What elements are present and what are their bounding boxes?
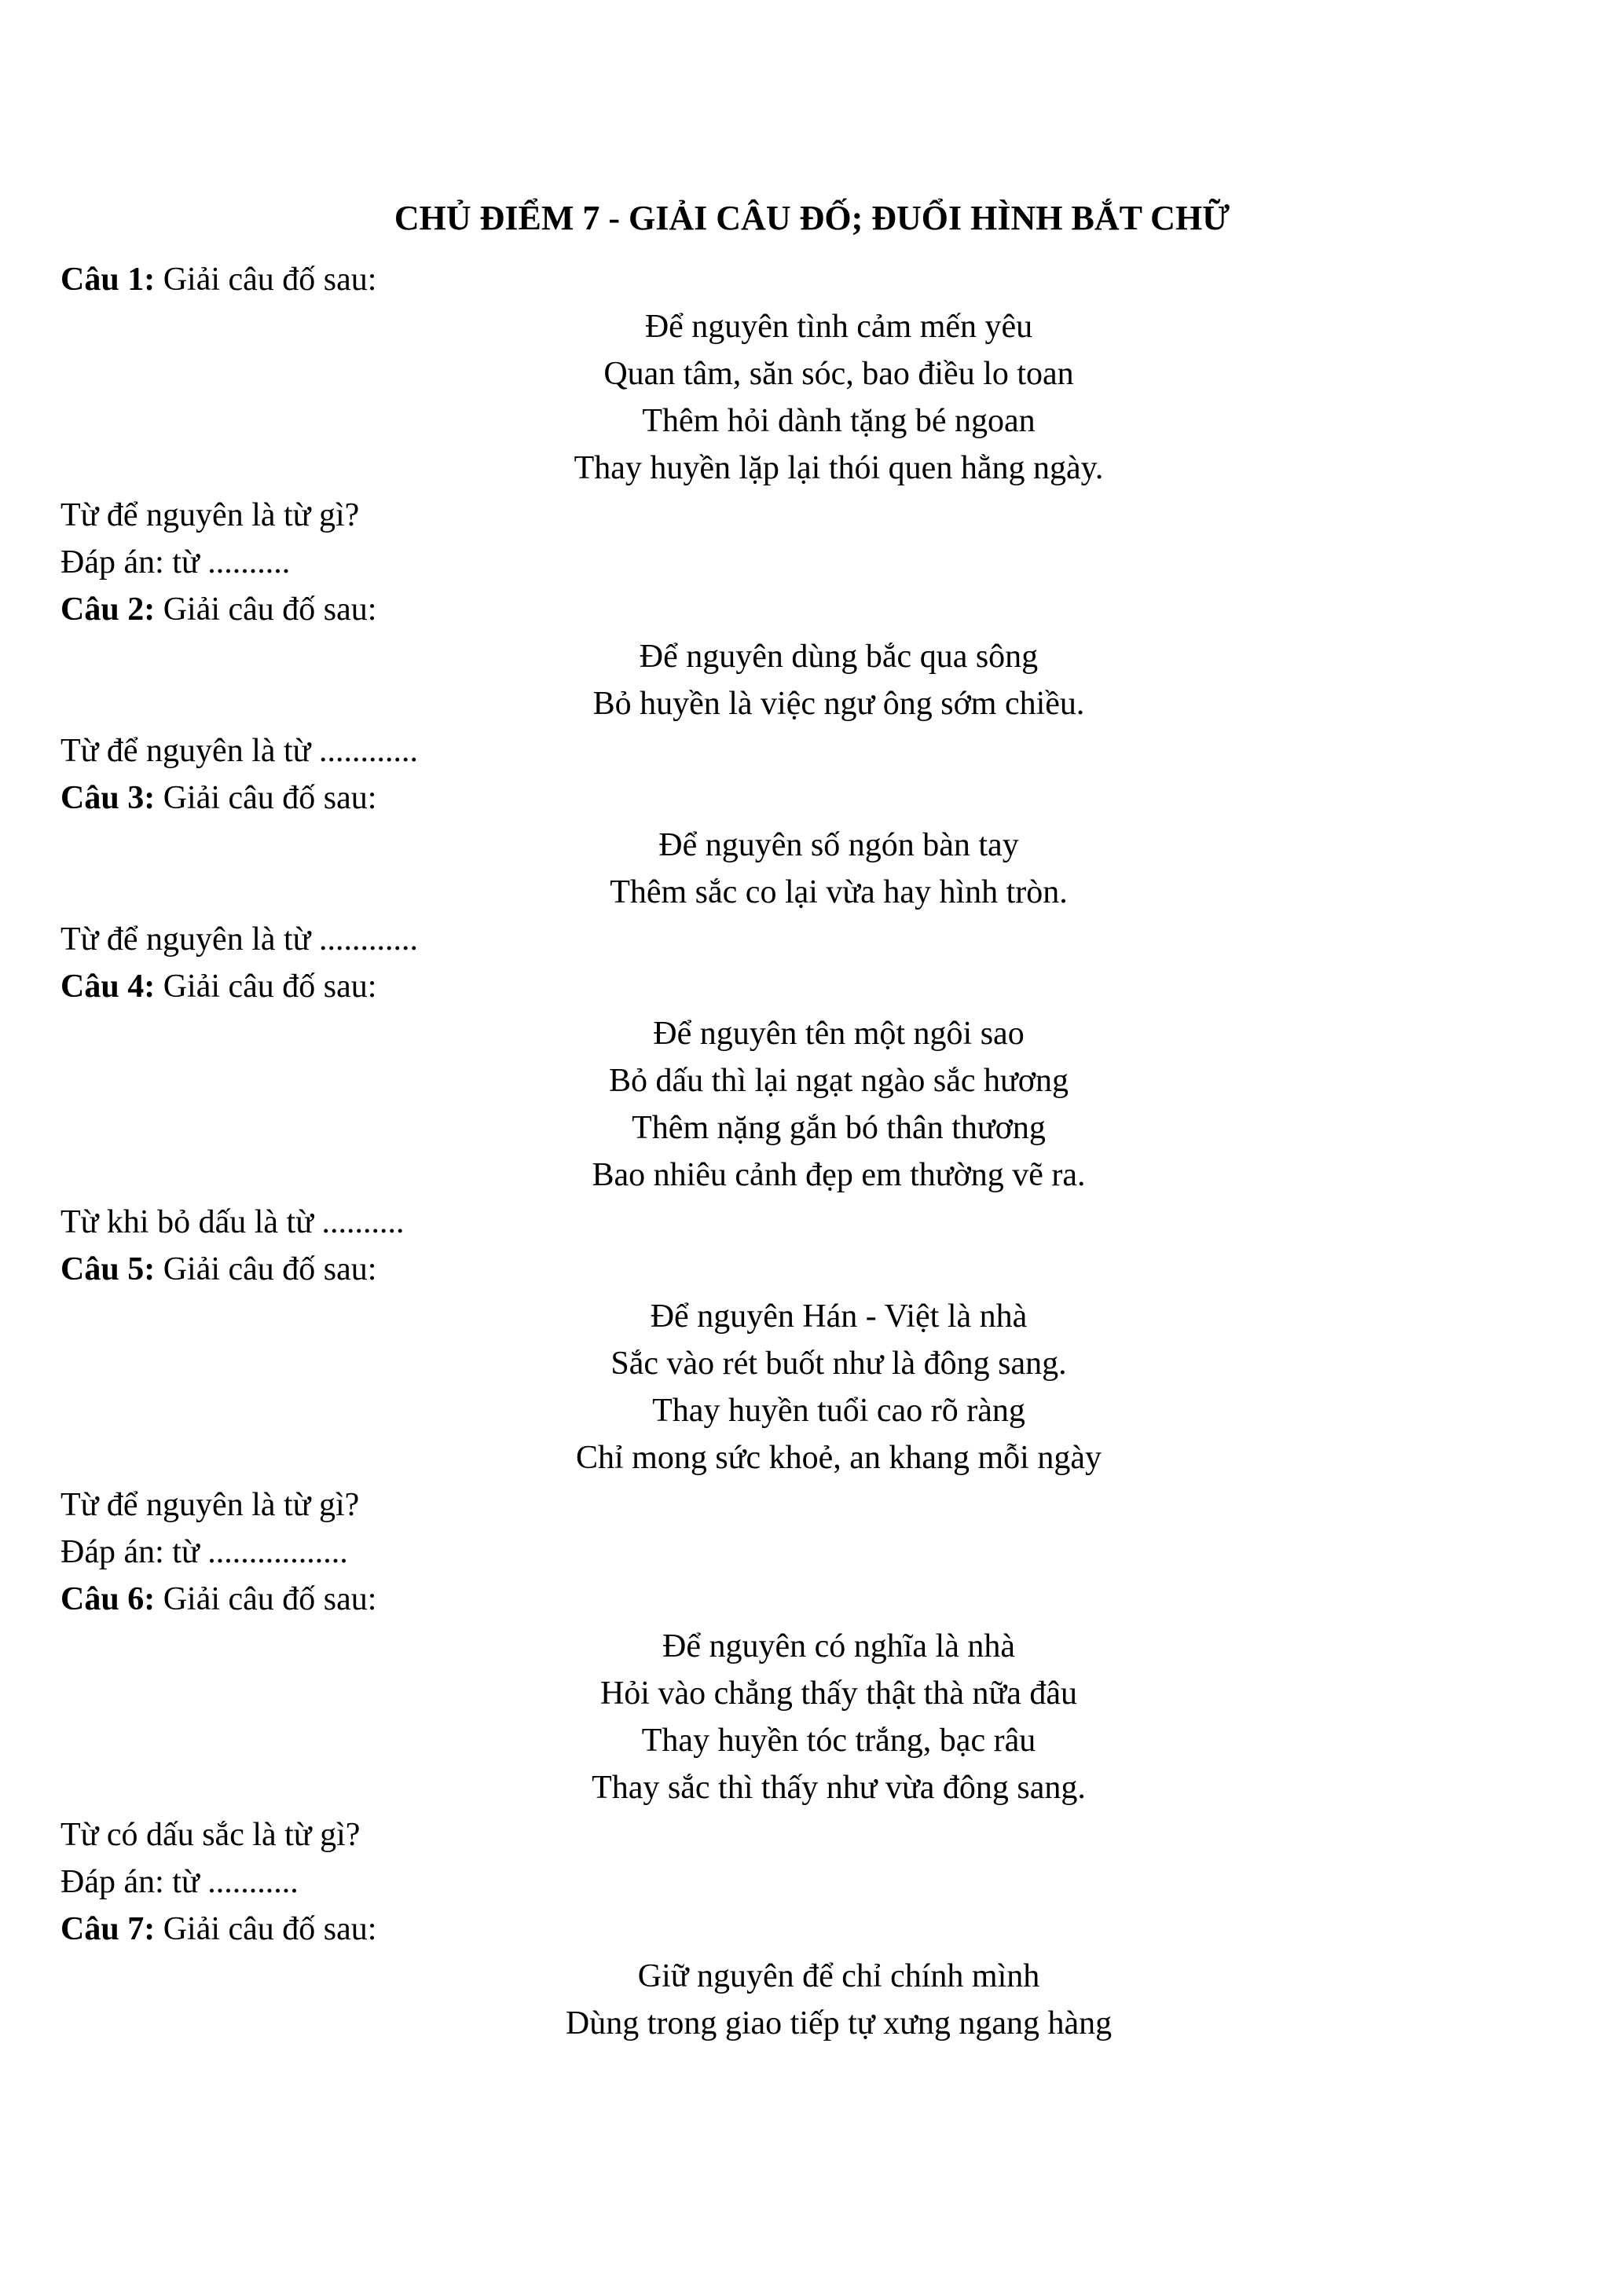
question-header: [60, 1246, 1569, 1293]
question-prompt: Giải câu đố sau:: [163, 1251, 377, 1287]
question-1: [60, 256, 1569, 586]
question-header: [60, 774, 1569, 822]
question-ask: Từ để nguyên là từ gì?: [60, 1487, 360, 1523]
question-label: Câu 6:: [60, 1581, 156, 1617]
question-3: [60, 774, 1569, 963]
question-7: [60, 1906, 1569, 2047]
verse-line: Để nguyên dùng bắc qua sông: [639, 639, 1039, 675]
question-header: [60, 586, 1569, 633]
verse-line: Dùng trong giao tiếp tự xưng ngang hàng: [565, 2005, 1113, 2041]
verse-line: Bỏ dấu thì lại ngạt ngào sắc hương: [608, 1063, 1069, 1099]
question-header: [60, 963, 1569, 1010]
question-prompt: Giải câu đố sau:: [163, 591, 377, 628]
verse-line: Thay sắc thì thấy như vừa đông sang.: [592, 1770, 1086, 1806]
question-ask: Từ khi bỏ dấu là từ ..........: [60, 1204, 405, 1240]
question-label: Câu 2:: [60, 591, 156, 628]
question-label: Câu 5:: [60, 1251, 156, 1287]
question-ask: Từ để nguyên là từ gì?: [60, 497, 360, 533]
verse-line: Giữ nguyên để chỉ chính mình: [637, 1958, 1040, 1994]
verse-line: Thay huyền tóc trắng, bạc râu: [641, 1723, 1036, 1759]
question-4: [60, 963, 1569, 1246]
question-header: [60, 1906, 1569, 1953]
verse-line: Thêm nặng gắn bó thân thương: [632, 1110, 1046, 1146]
answer-blank: Đáp án: từ ...........: [60, 1864, 299, 1900]
verse-line: Để nguyên có nghĩa là nhà: [662, 1628, 1016, 1664]
question-label: Câu 1:: [60, 262, 156, 298]
question-2: [60, 586, 1569, 774]
question-label: Câu 4:: [60, 969, 156, 1005]
verse-line: Bao nhiêu cảnh đẹp em thường vẽ ra.: [592, 1157, 1086, 1193]
riddle-list: [60, 256, 1569, 2047]
question-label: Câu 3:: [60, 780, 156, 816]
question-ask: Từ có dấu sắc là từ gì?: [60, 1817, 361, 1853]
verse-line: Chỉ mong sức khoẻ, an khang mỗi ngày: [575, 1440, 1102, 1476]
verse-line: Để nguyên tình cảm mến yêu: [644, 309, 1033, 345]
question-header: [60, 1576, 1569, 1623]
question-ask: Từ để nguyên là từ ............: [60, 921, 418, 958]
question-label: Câu 7:: [60, 1911, 156, 1947]
verse-line: Bỏ huyền là việc ngư ông sớm chiều.: [592, 686, 1085, 722]
question-prompt: Giải câu đố sau:: [163, 1911, 377, 1947]
verse-line: Sắc vào rét buốt như là đông sang.: [610, 1346, 1067, 1382]
question-prompt: Giải câu đố sau:: [163, 969, 377, 1005]
verse-line: Thay huyền tuổi cao rõ ràng: [652, 1393, 1025, 1429]
answer-blank: Đáp án: từ ..........: [60, 544, 291, 580]
verse-line: Để nguyên số ngón bàn tay: [658, 827, 1019, 863]
verse-line: Thay huyền lặp lại thói quen hằng ngày.: [574, 450, 1104, 486]
verse-line: Thêm hỏi dành tặng bé ngoan: [642, 403, 1036, 439]
verse-line: Quan tâm, săn sóc, bao điều lo toan: [603, 356, 1074, 392]
verse-line: Để nguyên Hán - Việt là nhà: [650, 1298, 1028, 1335]
page-title: CHỦ ĐIỂM 7 - GIẢI CÂU ĐỐ; ĐUỔI HÌNH BẮT CHỮ: [394, 199, 1230, 237]
question-prompt: Giải câu đố sau:: [163, 1581, 377, 1617]
question-ask: Từ để nguyên là từ ............: [60, 733, 418, 769]
verse-line: Để nguyên tên một ngôi sao: [653, 1016, 1025, 1052]
verse-line: Hỏi vào chẳng thấy thật thà nữa đâu: [599, 1675, 1078, 1712]
question-header: [60, 256, 1569, 303]
question-6: [60, 1576, 1569, 1906]
question-prompt: Giải câu đố sau:: [163, 780, 377, 816]
verse-line: Thêm sắc co lại vừa hay hình tròn.: [610, 874, 1068, 910]
answer-blank: Đáp án: từ .................: [60, 1534, 348, 1570]
question-5: [60, 1246, 1569, 1576]
question-prompt: Giải câu đố sau:: [163, 262, 377, 298]
